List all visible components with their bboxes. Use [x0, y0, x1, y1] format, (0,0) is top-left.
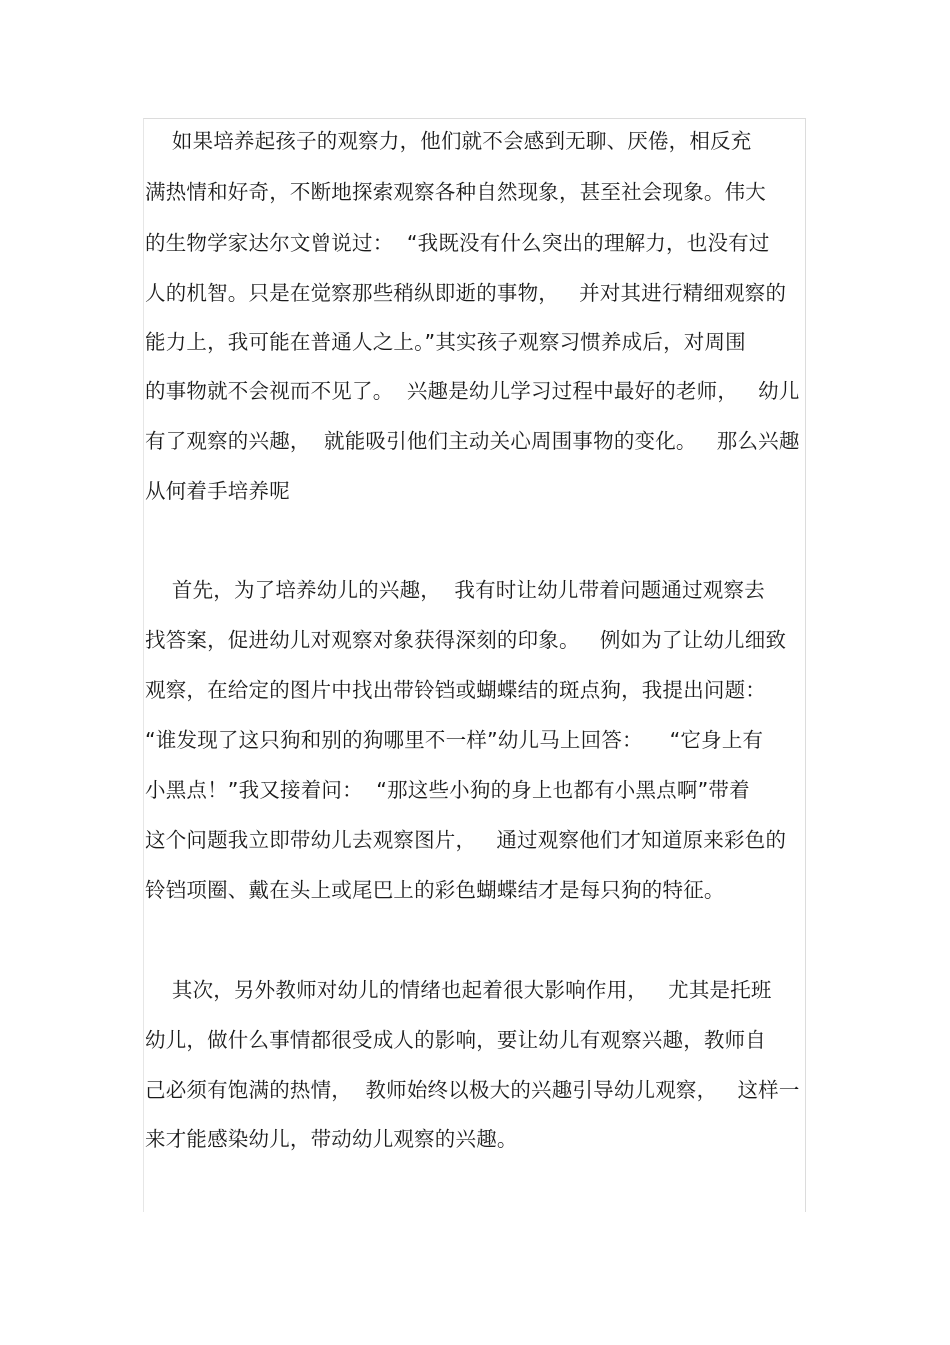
paragraph-1-line-4: 人的机智。只是在觉察那些稍纵即逝的事物， 并对其进行精细观察的 — [145, 281, 787, 305]
paragraph-2-line-6: 这个问题我立即带幼儿去观察图片， 通过观察他们才知道原来彩色的 — [145, 828, 787, 852]
paragraph-1-line-1: 如果培养起孩子的观察力，他们就不会感到无聊、厌倦，相反充 — [145, 129, 752, 153]
paragraph-1-line-2: 满热情和好奇，不断地探索观察各种自然现象，甚至社会现象。伟大 — [145, 180, 766, 204]
paragraph-2-line-1: 首先，为了培养幼儿的兴趣， 我有时让幼儿带着问题通过观察去 — [145, 578, 765, 602]
paragraph-2-line-2: 找答案，促进幼儿对观察对象获得深刻的印象。 例如为了让幼儿细致 — [145, 628, 787, 652]
paragraph-3-line-1: 其次，另外教师对幼儿的情绪也起着很大影响作用， 尤其是托班 — [145, 978, 772, 1002]
paragraph-1-line-7: 有了观察的兴趣， 就能吸引他们主动关心周围事物的变化。 那么兴趣 — [145, 429, 800, 453]
paragraph-1-line-6: 的事物就不会视而不见了。 兴趣是幼儿学习过程中最好的老师， 幼儿 — [145, 379, 800, 403]
paragraph-3-line-4: 来才能感染幼儿，带动幼儿观察的兴趣。 — [145, 1127, 518, 1151]
paragraph-2-line-4: “谁发现了这只狗和别的狗哪里不一样”幼儿马上回答： “它身上有 — [145, 728, 764, 752]
paragraph-1-line-3: 的生物学家达尔文曾说过： “我既没有什么突出的理解力，也没有过 — [145, 231, 770, 255]
paragraph-3-line-2: 幼儿，做什么事情都很受成人的影响，要让幼儿有观察兴趣，教师自 — [145, 1028, 766, 1052]
paragraph-2-line-7: 铃铛项圈、戴在头上或尾巴上的彩色蝴蝶结才是每只狗的特征。 — [145, 878, 725, 902]
paragraph-3-line-3: 己必须有饱满的热情， 教师始终以极大的兴趣引导幼儿观察， 这样一 — [145, 1078, 800, 1102]
paragraph-1-line-5: 能力上，我可能在普通人之上。”其实孩子观察习惯养成后，对周围 — [145, 330, 746, 354]
paragraph-2-line-5: 小黑点！”我又接着问： “那这些小狗的身上也都有小黑点啊”带着 — [145, 778, 750, 802]
paragraph-1-line-8: 从何着手培养呢 — [145, 479, 290, 503]
paragraph-2-line-3: 观察，在给定的图片中找出带铃铛或蝴蝶结的斑点狗，我提出问题： — [145, 678, 766, 702]
